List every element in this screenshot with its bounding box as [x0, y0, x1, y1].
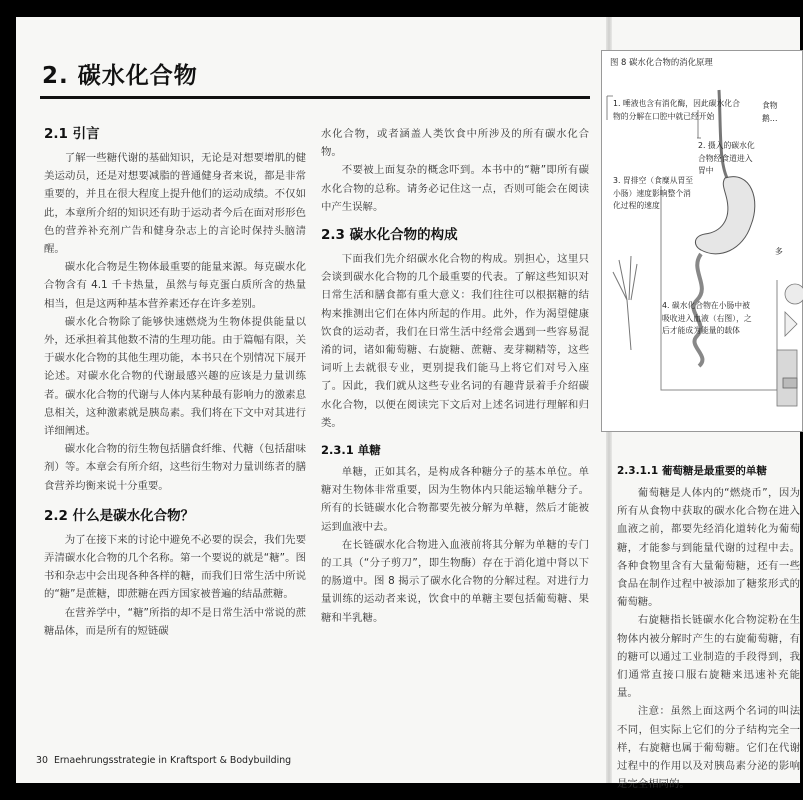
stomach-shape [695, 177, 754, 254]
paragraph: 水化合物，或者涵盖人类饮食中所涉及的所有碳水化合物。 [321, 128, 589, 159]
molecule-shape [785, 284, 803, 304]
paragraph: 右旋糖指长链碳水化合物淀粉在生物体内被分解时产生的右旋葡萄糖，有的糖可以通过工业制造的手段得到，我们通常直接口服右旋糖来迅速补充能量。 [617, 614, 800, 700]
paragraph: 了解一些糖代谢的基础知识，无论是对想要增肌的健美运动员，还是对想要减脂的普通健身者来说，都是非常重要的，并且在很大程度上提升他们的运动成绩。不仅如此，本章所介绍的知识还有助于运动者今后在面对形形色色的营养补充剂广告和健身杂志上的言论时保持头脑清醒。 [44, 152, 306, 256]
molecule-shape [785, 312, 797, 336]
figure-note-3: 3. 胃排空（食糜从胃至小肠）速度影响整个消化过程的速度 [613, 176, 694, 210]
figure-note-1: 1. 唾液也含有消化酶，因此碳水化合物的分解在口腔中就已经开始 [613, 99, 740, 121]
page-footer [36, 755, 297, 766]
paragraph: 在长链碳水化合物进入血液前将其分解为单糖的专门的工具（“分子剪刀”，即生物酶）存在于消化道中肾以下的肠道中。图 8 揭示了碳水化合物的分解过程。对进行力量训练的运动者来说，饮食中的单糖主要包括葡萄糖、果糖和半乳糖。 [321, 538, 589, 624]
book-title: Ernaehrungsstrategie in Kraftsport & Bodybuilding [53, 755, 292, 766]
paragraph: 注意：虽然上面这两个名词的叫法不同，但实际上它们的分子结构完全一样，右旋糖也属于葡萄糖。它们在代谢过程中的作用以及对胰岛素分泌的影响是完全相同的。 [617, 705, 800, 791]
paragraph: 下面我们先介绍碳水化合物的构成。别担心，这里只会谈到碳水化合物的几个最重要的代表。了解这些知识对日常生活和膳食都有重大意义：我们往往可以根据糖的结构来推测出它们在体内所起的作用。此外，作为渴望健康饮食的运动者，我们在日常生活中经常会遇到一些容易混淆的词，诸如葡萄糖、右旋糖、蔗糖、麦芽糊精等，这些词听上去就很专业，更别提我们能马上将它们对号入座了。因此，我们就从这些专业名词的有趣背景着手介绍碳水化合物，以便在阅读完下文后对上述名词进行理解和归类。 [321, 253, 589, 429]
section-2-3-1-heading: 2.3.1 单糖 [321, 443, 381, 458]
paragraph: 为了在接下来的讨论中避免不必要的误会，我们先要弄清碳水化合物的几个名称。第一个要说的就是“糖”。图书和杂志中会出现各种各样的糖，而我们日常生活中所说的“糖”是蔗糖，即蔗糖在西方国家被普遍的结晶蔗糖。 [44, 533, 306, 601]
paragraph: 葡萄糖是人体内的“燃烧币”，因为所有从食物中获取的碳水化合物在进入血液之前，都要先经消化道转化为葡萄糖，才能参与到能量代谢的过程中去。各种食物里含有大量葡萄糖，还有一些食品在制作过程中被添加了糖浆形式的葡萄糖。 [617, 487, 800, 609]
figure-note-6: 多 [775, 247, 783, 256]
figure-note-5: 食物鹅… [762, 101, 778, 123]
chapter-title: 2. 碳水化合物 [42, 63, 198, 89]
title-rule [40, 96, 590, 99]
paragraph: 碳水化合物的衍生物包括膳食纤维、代糖（包括甜味剂）等。本章会有所介绍，这些衍生物对力量训练者的膳食营养均衡来说十分重要。 [44, 443, 306, 492]
blood-vessel-shape [613, 256, 637, 350]
figure-note-4: 4. 碳水化合物在小肠中被吸收进入血液（右图），之后才能成为能量的载体 [662, 301, 752, 335]
paragraph: 碳水化合物是生物体最重要的能量来源。每克碳水化合物含有 4.1 千卡热量，虽然与每克蛋白质所含的热量相当，但是这两种基本营养素还存在许多差别。 [44, 261, 306, 310]
figure-note-2: 2. 摄入的碳水化合物经食道进入胃中 [698, 141, 755, 175]
paragraph: 碳水化合物除了能够快速燃烧为生物体提供能量以外，还承担着其他数不清的生理功能。由于篇幅有限，关于碳水化合物的其他生理功能，本书只在个别情况下展开论述。对碳水化合物的代谢最感兴趣的应该是力量训练者。碳水化合物的代谢与人体内某种最有影响力的激素息息相关，这种激素就是胰岛素。我们将在下文中对其进行详细阐述。 [44, 315, 306, 438]
page-number: 30 [36, 755, 48, 766]
paragraph: 不要被上面复杂的概念吓到。本书中的“糖”即所有碳水化合物的总称。请务必记住这一点，否则可能会在阅读中产生误解。 [321, 164, 589, 213]
column-middle [321, 125, 589, 627]
molecule-shape [783, 378, 797, 388]
section-2-1-heading: 2.1 引言 [44, 126, 100, 142]
paragraph: 单糖，正如其名，是构成各种糖分子的基本单位。单糖对生物体非常重要，因为生物体内只能运输单糖分子。所有的长链碳水化合物都要先被分解为单糖，然后才能被运到血液中去。 [321, 466, 589, 533]
section-2-3-1-1-heading: 2.3.1.1 葡萄糖是最重要的单糖 [617, 465, 767, 477]
column-left [44, 125, 306, 640]
section-2-2-heading: 2.2 什么是碳水化合物？ [44, 507, 195, 524]
column-right [617, 463, 800, 793]
paragraph: 在营养学中，“糖”所指的却不是日常生活中常说的蔗糖晶体，而是所有的短链碳 [44, 606, 306, 637]
figure-caption: 图 8 碳水化合物的消化原理 [610, 57, 713, 67]
section-2-3-heading: 2.3 碳水化合物的构成 [321, 227, 458, 244]
